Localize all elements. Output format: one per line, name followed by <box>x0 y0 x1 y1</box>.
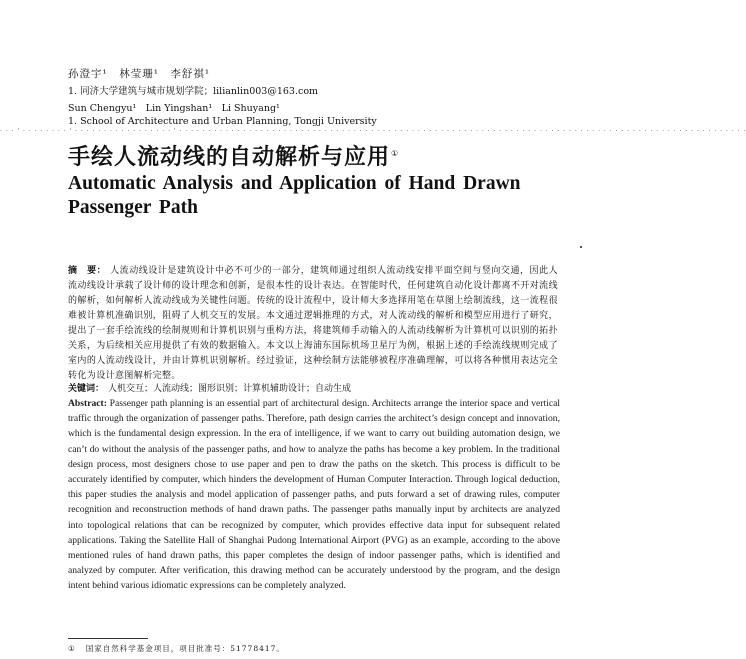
keywords-cn-label: 关键词： <box>68 384 105 394</box>
affiliation-en: 1. School of Architecture and Urban Planning, Tongji University <box>68 116 377 127</box>
authors-en: Sun Chengyu¹ Lin Yingshan¹ Li Shuyang¹ <box>68 103 280 114</box>
scan-noise-line: · · · ' · · · · · · · · ' · · · · · · · · · · · · · · · · · ' · · · · · · · · · · · · · · · · · · · · · · · · · · · · · · · · · · · · · · · · · · · · · · · · · · · · · · · · · · · · · · · · · · · · · · · · · · · · · · · · · · · · · · · · · · · · · · · · · · <box>0 128 746 135</box>
scan-speck <box>580 246 582 248</box>
abstract-en <box>68 396 560 594</box>
affiliation-cn: 1. 同济大学建筑与城市规划学院；lilianlin003@163.com <box>68 86 319 97</box>
abstract-cn-text: 人流动线设计是建筑设计中必不可少的一部分，建筑师通过组织人流动线安排平面空间与竖向交通，因此人流动线设计承载了设计师的设计理念和创新，是很本性的设计表达。在智能时代，任何建筑自动化设计都离不开对流线的解析，如何解析人流动线成为关键性问题。传统的设计流程中，设计师大多选择用笔在草图上绘制流线，这一流程很难被计算机准确识别，阻碍了人机交互的发展。本文通过逻辑推理的方式，对人流动线的解析和模型应用进行了研究，提出了一套手绘流线的绘制规则和计算机识别与重构方法，将建筑师手动输入的人流动线解析为计算机可以识别的拓扑关系，为后续相关应用提供了有效的数据输入。本文以上海浦东国际机场卫星厅为例，根据上述的手绘流线规则完成了室内的人流动线设计，并由计算机识别解析。经过验证，这种绘制方法能够被程序准确理解，可以将各种惯用表达完全转化为设计意图解析完整。 <box>68 266 558 381</box>
abstract-en-label: Abstract: <box>68 398 107 409</box>
footnote <box>68 643 285 654</box>
abstract-cn <box>68 264 558 384</box>
title-cn <box>68 140 399 171</box>
authors-cn: 孙澄宇¹ 林莹珊¹ 李舒祺¹ <box>68 68 211 80</box>
abstract-cn-label: 摘 要： <box>68 266 107 276</box>
keywords-cn <box>68 381 558 394</box>
title-cn-text: 手绘人流动线的自动解析与应用 <box>68 145 391 170</box>
abstract-en-text: Passenger path planning is an essential part of architectural design. Architects arrange the interior space and vertical traffic through the organization of passenger paths. Therefore, path design carries the architect’s design concept and innovation, which is the fundamental design expression. In the era of intelligence, if we want to carry out building automation design, we can’t do without the analysis of the passenger paths, and how to analyze the paths has become a key problem. In the traditional design process, most designers chose to use paper and pen to draw the paths on the sketch. This process is difficult to be accurately identified by computer, which hinders the development of Human Computer Interaction. Through logical deduction, this paper studies the analysis and model application of passenger paths, and puts forward a set of drawing rules, computer recognition and reconstruction methods of hand drawn paths. The passenger paths manually input by architects are analyzed into topological relations that can be recognized by computer, which provides effective data input for subsequent related applications. Taking the Satellite Hall of Shanghai Pudong International Airport (PVG) as an example, according to the above mentioned rules of hand drawn paths, this paper completes the design of indoor passenger paths, which is identified and analyzed by computer. After verification, this drawing method can be accurately understood by the program, and the design intent behind various idiomatic expressions can be completely analyzed. <box>68 398 561 592</box>
footnote-text: 国家自然科学基金项目，项目批准号：51778417。 <box>85 644 285 653</box>
title-footnote-mark: ① <box>391 148 400 158</box>
footnote-mark: ① <box>68 644 76 653</box>
keywords-cn-text: 人机交互；人流动线；图形识别；计算机辅助设计；自动生成 <box>108 384 352 394</box>
title-en: Automatic Analysis and Application of Hand Drawn Passenger Path <box>68 173 521 218</box>
footnote-divider <box>68 638 148 639</box>
